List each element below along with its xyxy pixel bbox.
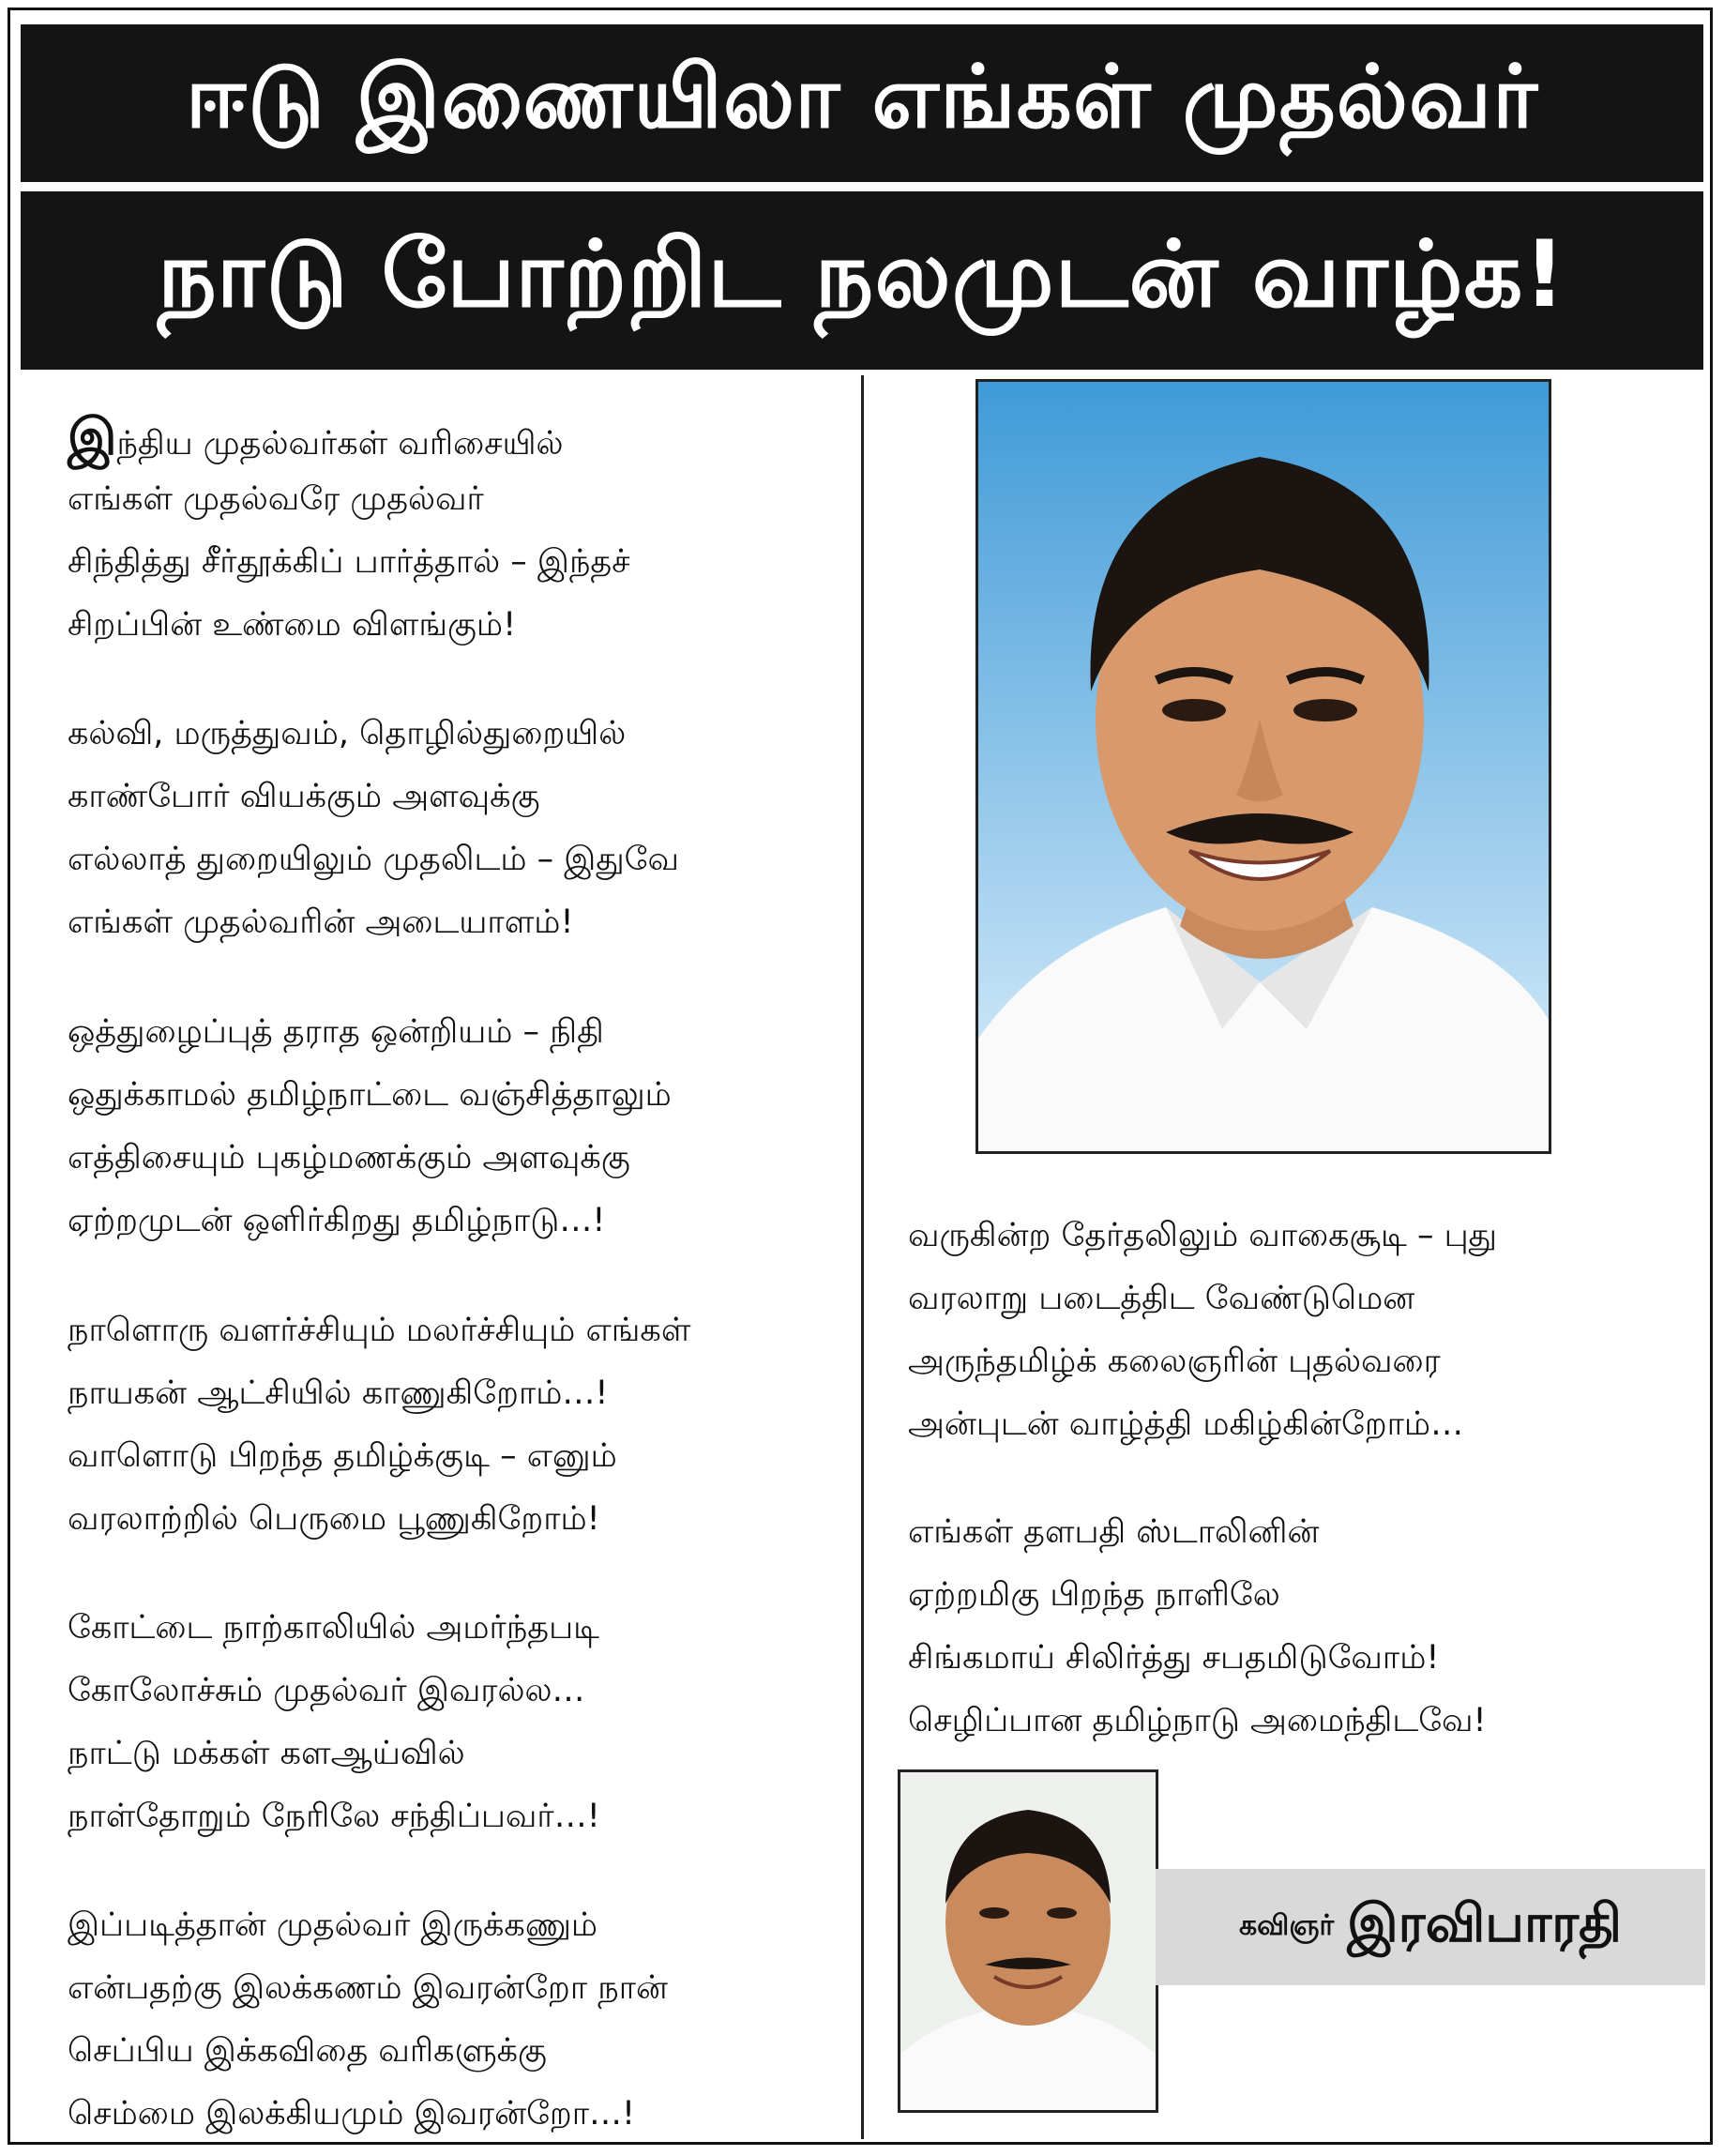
poem-line: அன்புடன் வாழ்த்தி மகிழ்கின்றோம்… bbox=[908, 1405, 1464, 1443]
poem-stanza-7 bbox=[908, 1205, 1686, 1456]
poem-line: செழிப்பான தமிழ்நாடு அமைந்திடவே! bbox=[908, 1702, 1487, 1739]
poem-line bbox=[68, 405, 846, 468]
poem-line: நாளொரு வளர்ச்சியும் மலர்ச்சியும் எங்கள் bbox=[68, 1312, 691, 1349]
poem-line: சிங்கமாய் சிலிர்த்து சபதமிடுவோம்! bbox=[908, 1639, 1440, 1677]
headline-line-1: ஈடு இணையிலா எங்கள் முதல்வர் bbox=[21, 24, 1703, 182]
headline-line-2: நாடு போற்றிட நலமுடன் வாழ்க! bbox=[21, 191, 1703, 370]
poem-line: வரலாற்றில் பெருமை பூணுகிறோம்! bbox=[68, 1500, 600, 1538]
poem-stanza-3 bbox=[68, 1001, 846, 1253]
chief-minister-portrait bbox=[975, 379, 1551, 1154]
poem-line: எல்லாத் துறையிலும் முதலிடம் – இதுவே bbox=[68, 841, 680, 878]
poem-stanza-1 bbox=[68, 405, 846, 657]
poem-line: எத்திசையும் புகழ்மணக்கும் அளவுக்கு bbox=[68, 1139, 630, 1177]
poem-line: வருகின்ற தேர்தலிலும் வாகைசூடி – புது bbox=[908, 1217, 1498, 1254]
poem-line: நாட்டு மக்கள் களஆய்வில் bbox=[68, 1735, 465, 1772]
drop-cap: இ bbox=[68, 407, 117, 466]
poem-line: நாள்தோறும் நேரிலே சந்திப்பவர்…! bbox=[68, 1798, 600, 1835]
poem-line: எங்கள் முதல்வரே முதல்வர் bbox=[68, 480, 484, 518]
poem-line: இப்படித்தான் முதல்வர் இருக்கணும் bbox=[68, 1906, 598, 1944]
poem-line: வாளொடு பிறந்த தமிழ்க்குடி – எனும் bbox=[68, 1437, 617, 1475]
poem-line: சிறப்பின் உண்மை விளங்கும்! bbox=[68, 606, 517, 644]
poet-illustration bbox=[900, 1772, 1156, 2110]
poem-stanza-8 bbox=[908, 1501, 1686, 1753]
poem-stanza-2 bbox=[68, 703, 846, 954]
portrait-illustration bbox=[978, 382, 1549, 1151]
poem-line: சிந்தித்து சீர்தூக்கிப் பார்த்தால் – இந்தச் bbox=[68, 543, 630, 581]
poem-line: அருந்தமிழ்க் கலைஞரின் புதல்வரை bbox=[908, 1343, 1441, 1380]
poem-line: ஒத்துழைப்புத் தராத ஒன்றியம் – நிதி bbox=[68, 1013, 604, 1051]
poem-line: கோலோச்சும் முதல்வர் இவரல்ல… bbox=[68, 1672, 585, 1709]
poem-line: ஒதுக்காமல் தமிழ்நாட்டை வஞ்சித்தாலும் bbox=[68, 1076, 672, 1114]
poem-line: நாயகன் ஆட்சியில் காணுகிறோம்…! bbox=[68, 1374, 609, 1412]
poem-stanza-5 bbox=[68, 1597, 846, 1848]
poet-photo bbox=[898, 1769, 1158, 2113]
column-divider bbox=[861, 375, 864, 2139]
poem-line: செம்மை இலக்கியமும் இவரன்றோ…! bbox=[68, 2095, 636, 2133]
signature-name: இரவிபாரதி bbox=[1347, 1893, 1623, 1954]
poem-line: எங்கள் தளபதி ஸ்டாலினின் bbox=[908, 1513, 1320, 1551]
poem-line: செப்பிய இக்கவிதை வரிகளுக்கு bbox=[68, 2032, 547, 2070]
poem-line: ஏற்றமுடன் ஒளிர்கிறது தமிழ்நாடு…! bbox=[68, 1202, 606, 1239]
poem-stanza-4 bbox=[68, 1299, 846, 1551]
poem-line: என்பதற்கு இலக்கணம் இவரன்றோ நான் bbox=[68, 1969, 668, 2007]
poem-line: ஏற்றமிகு பிறந்த நாளிலே bbox=[908, 1576, 1280, 1614]
poem-line: காண்போர் வியக்கும் அளவுக்கு bbox=[68, 778, 540, 815]
poem-line: வரலாறு படைத்திட வேண்டுமென bbox=[908, 1280, 1415, 1317]
poem-line: கோட்டை நாற்காலியில் அமர்ந்தபடி bbox=[68, 1609, 599, 1647]
poem-line: எங்கள் முதல்வரின் அடையாளம்! bbox=[68, 903, 574, 941]
poem-line-text: ந்திய முதல்வர்கள் வரிசையில் bbox=[116, 425, 564, 463]
signature-prefix: கவிஞர் bbox=[1238, 1908, 1335, 1942]
poem-stanza-6 bbox=[68, 1894, 846, 2146]
poem-line: கல்வி, மருத்துவம், தொழில்துறையில் bbox=[68, 715, 627, 752]
poet-signature bbox=[1156, 1869, 1705, 1985]
